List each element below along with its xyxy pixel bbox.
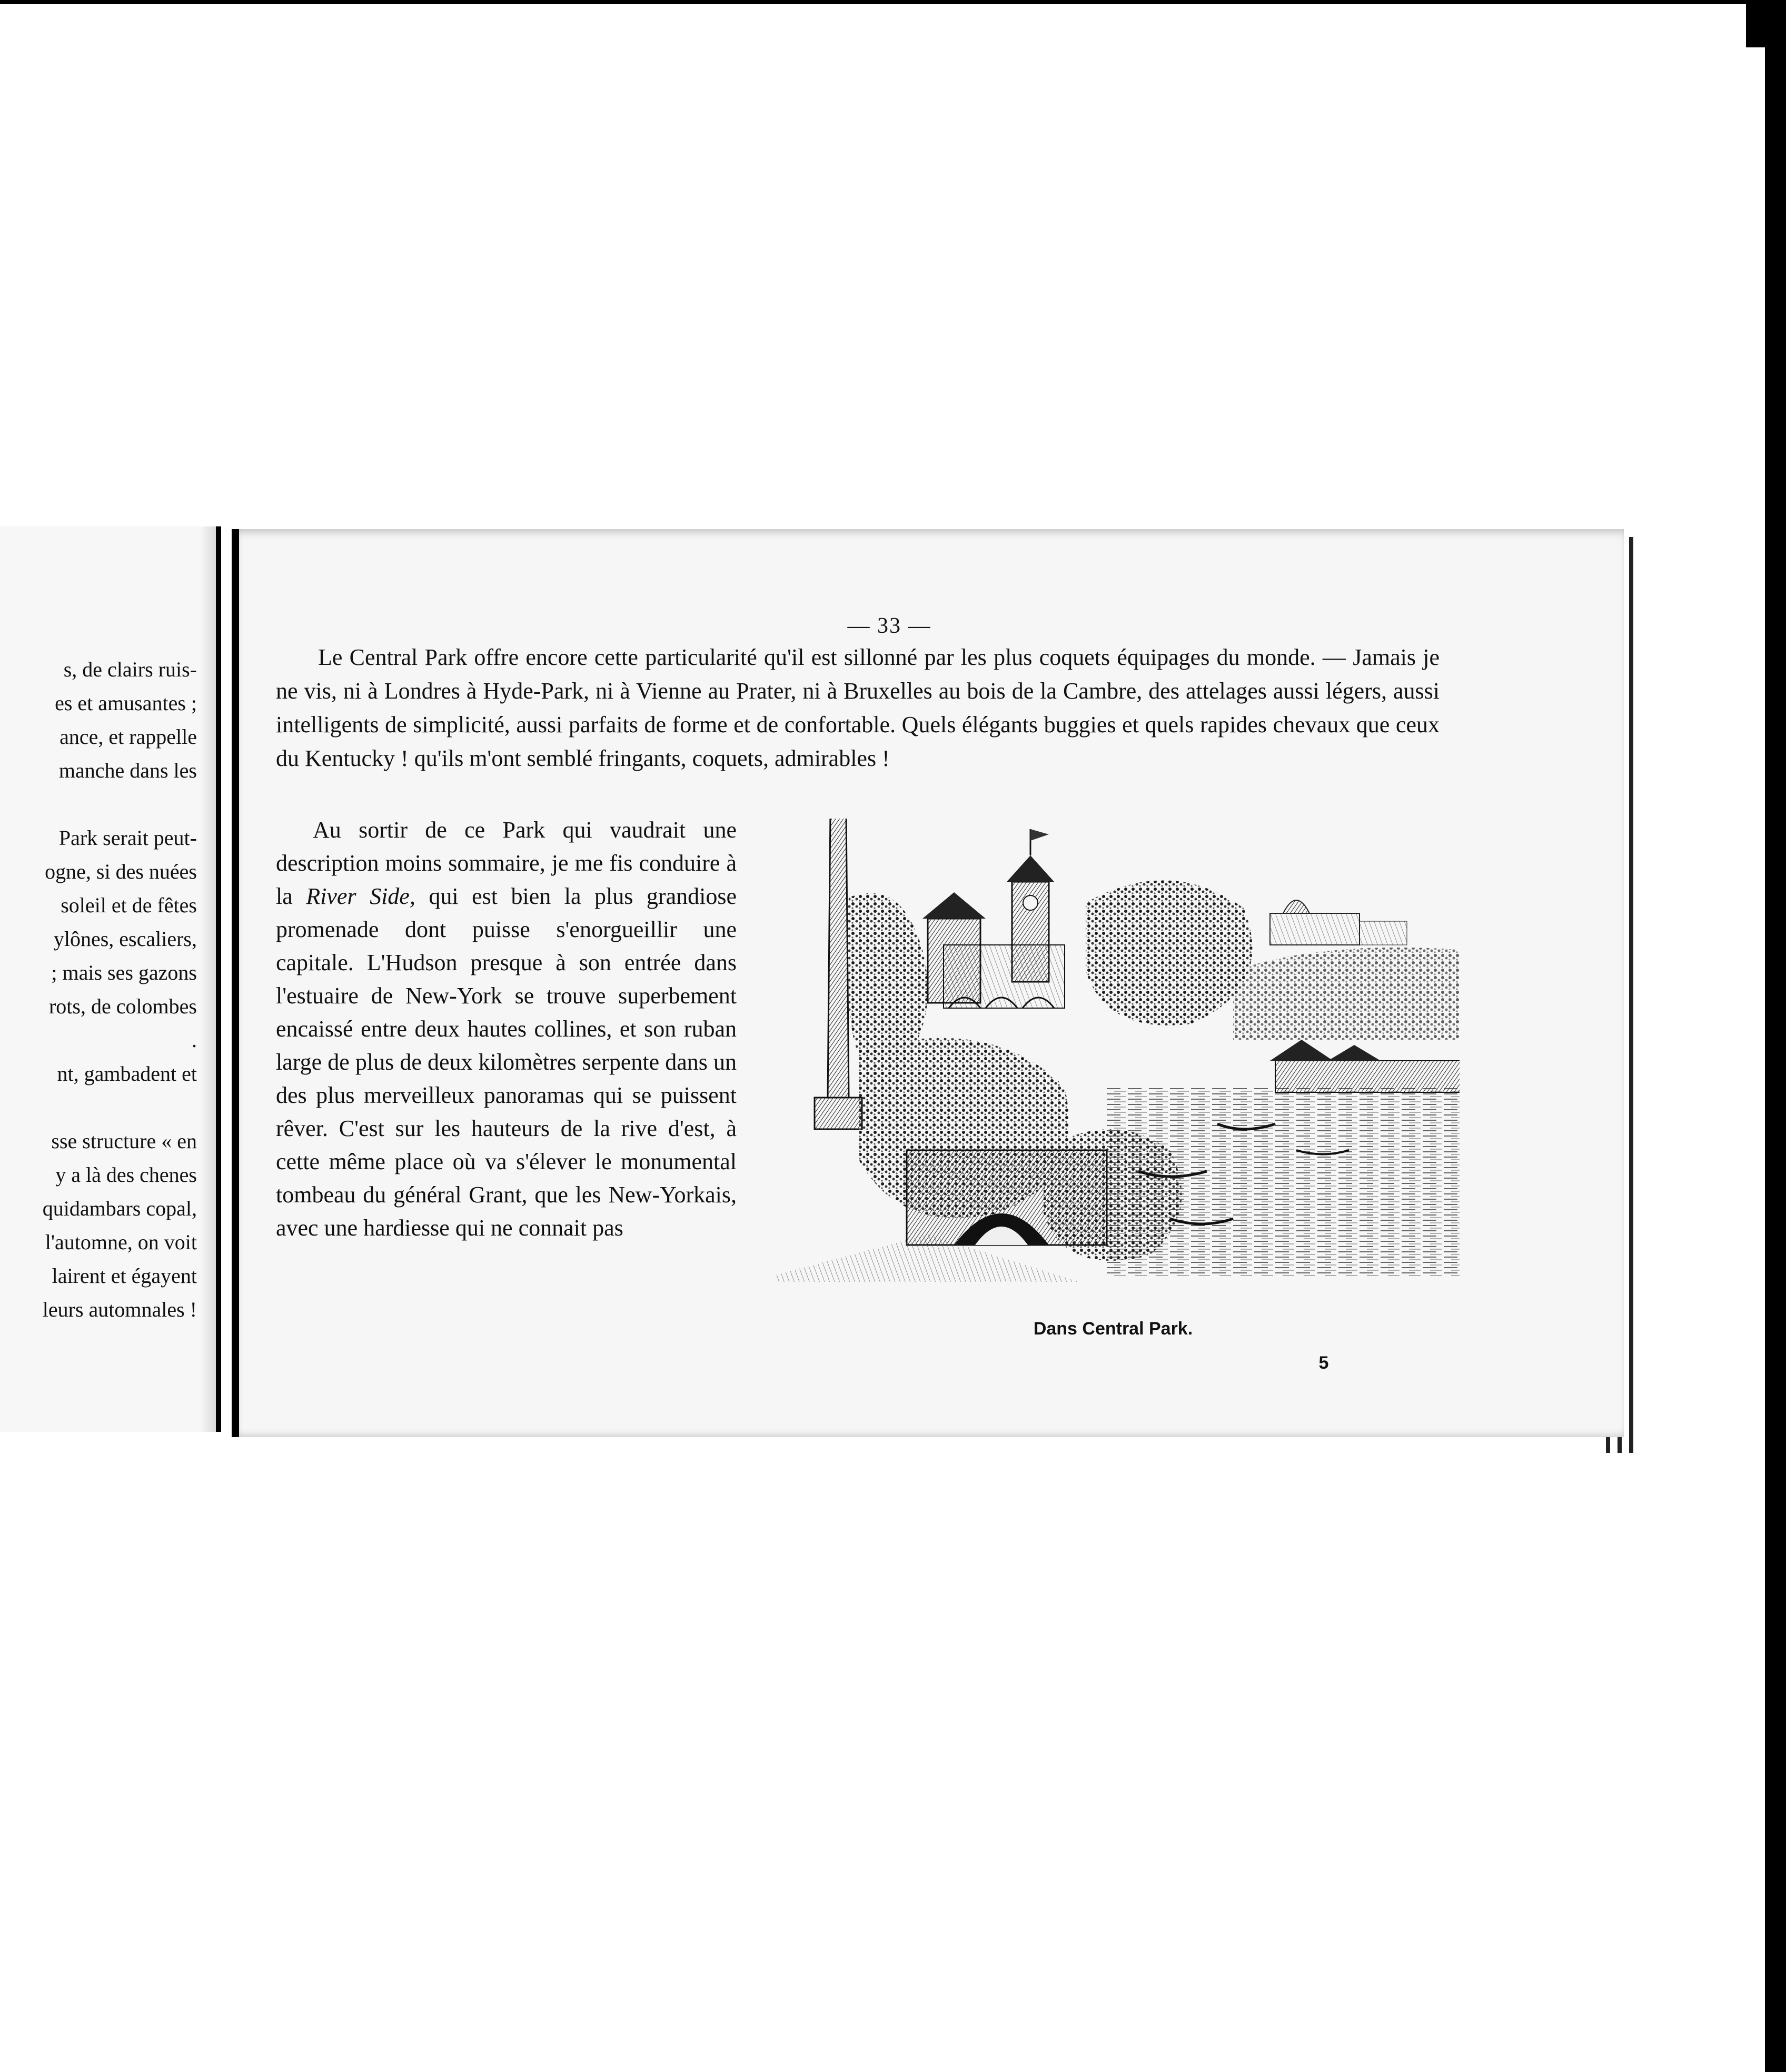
body-text-end: qui est bien la plus grandiose promenade dont puisse s'enorgueillir une capitale. L'Hudson presque à son entrée dans l'estuaire de New-York se trouve superbement encaissé entre deux hautes collines, et son ruban large de plus de deux kilomètres serpente dans un des plus merveilleux panoramas qui se puissent rêver. C'est sur les hauteurs de la rive d'est, à cette même place où va s'élever le monumental tombeau du général Grant, que les New-Yorkais, avec une hardiesse qui ne connait pas <box>276 883 737 1241</box>
previous-page-line: lairent et égayent <box>52 1264 197 1288</box>
previous-page-line <box>0 1091 197 1124</box>
previous-page-line: y a là des chenes <box>55 1163 197 1187</box>
previous-page-line: ; mais ses gazons <box>51 961 197 984</box>
page-number: — 33 — <box>847 614 931 638</box>
previous-page-line: leurs automnales ! <box>42 1298 197 1321</box>
previous-page-line: nt, gambadent et <box>57 1062 197 1085</box>
previous-page-fragment <box>0 526 221 1432</box>
previous-page-line: manche dans les <box>58 759 197 782</box>
previous-page-line: rots, de colombes <box>48 994 197 1018</box>
previous-page-line: quidambars copal, <box>42 1197 197 1220</box>
signature-mark: 5 <box>1318 1353 1329 1373</box>
previous-page-line: Park serait peut- <box>58 826 197 850</box>
scan-border-top <box>0 0 1786 4</box>
stone-arch-bridge <box>907 1150 1107 1245</box>
previous-page-line: ogne, si des nuées <box>45 860 197 883</box>
scan-border-right <box>1765 0 1786 2072</box>
intro-paragraph: Le Central Park offre encore cette particularité qu'il est sillonné par les plus coquets équipages du monde. — Jamais je ne vis, ni à Londres à Hyde-Park, ni à Vienne au Prater, ni à Bruxelles au bois de la Cambre, des attelages aussi légers, aussi intelligents de simplicité, aussi parfaits de forme et de confortable. Quels élégants buggies et quels rapides chevaux que ceux du Kentucky ! qu'ils m'ont semblé fringants, coquets, admirables ! <box>276 644 1440 771</box>
previous-page-line: ance, et rappelle <box>59 725 197 749</box>
previous-page-line: soleil et de fêtes <box>61 893 197 917</box>
previous-page-line: . <box>192 1028 197 1052</box>
page-33 <box>232 529 1624 1437</box>
previous-page-text <box>0 653 197 1327</box>
previous-page-line <box>0 788 197 821</box>
body-paragraph <box>276 813 737 1244</box>
previous-page-line: ylônes, escaliers, <box>53 927 197 951</box>
previous-page-line: es et amusantes ; <box>55 691 197 715</box>
page-fold-shadow <box>200 526 216 1432</box>
river-side-italic: River Side, <box>306 883 415 909</box>
previous-page-line: s, de clairs ruis- <box>63 658 197 681</box>
body-text-start: Au sortir de ce Park qui vaudrait une description moins sommaire, je me fis conduire à la <box>276 817 737 909</box>
previous-page-line: l'automne, on voit <box>45 1230 197 1254</box>
illustration-caption: Dans Central Park. <box>1033 1319 1193 1339</box>
central-park-engraving <box>770 813 1465 1287</box>
page-edge <box>1629 537 1633 1453</box>
previous-page-line: sse structure « en <box>51 1129 197 1153</box>
